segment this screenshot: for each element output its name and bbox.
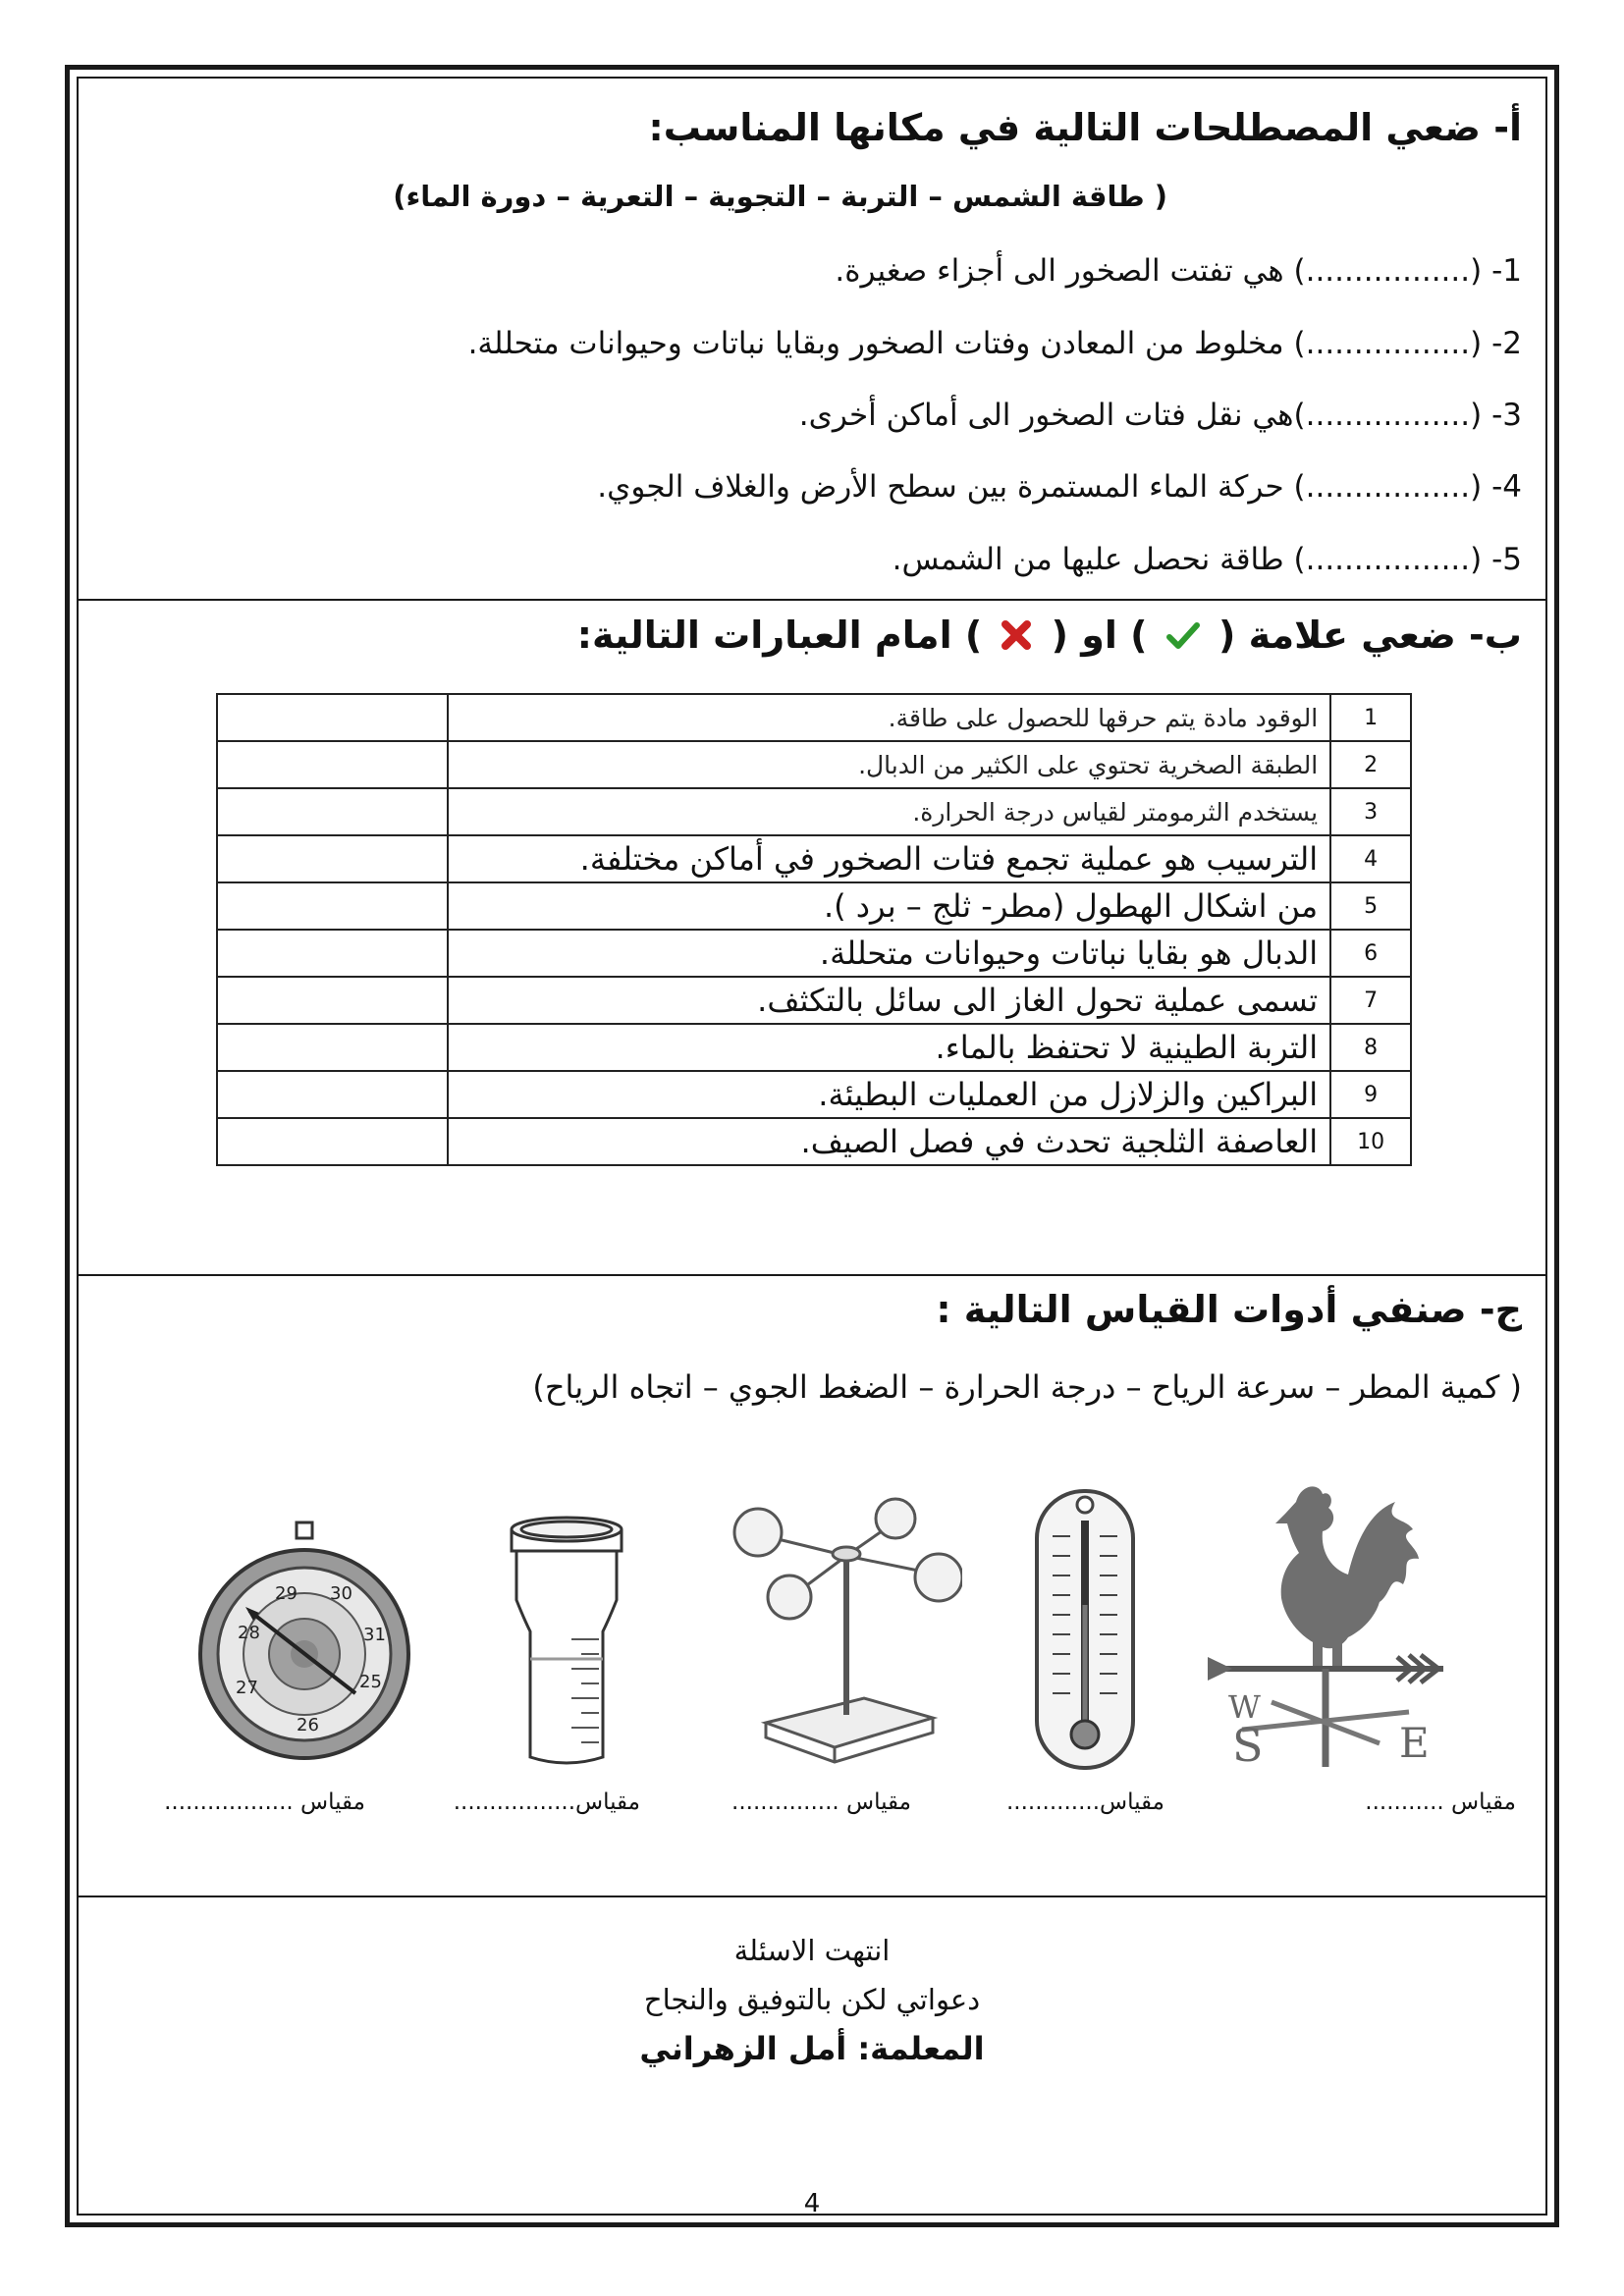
section-b-heading: [577, 614, 1522, 660]
section-a-terms: ( طاقة الشمس – التربة – التجوية – التعرية – دورة الماء): [393, 180, 1167, 213]
row-number: 3: [1330, 788, 1411, 835]
row-number: 2: [1330, 741, 1411, 788]
section-b-heading-part1: ب- ضعي علامة (: [1218, 614, 1522, 657]
page-number: 4: [803, 2189, 821, 2218]
question-a-2: 2- (.................) مخلوط من المعادن وفتات الصخور وبقايا نباتات وحيوانات متحللة.: [467, 326, 1522, 361]
label-rain-gauge: مقياس.................: [453, 1789, 640, 1815]
section-b-heading-part2: ) او (: [1051, 614, 1148, 657]
section-c-heading: ج- صنفي أدوات القياس التالية :: [936, 1288, 1522, 1331]
statement-text: يستخدم الثرمومتر لقياس درجة الحرارة.: [448, 788, 1330, 835]
statement-text: تسمى عملية تحول الغاز الى سائل بالتكثف.: [448, 977, 1330, 1024]
row-number: 4: [1330, 835, 1411, 882]
section-divider: [79, 1274, 1545, 1276]
barometer-tick-29: 29: [275, 1583, 298, 1604]
statement-text: الدبال هو بقايا نباتات وحيوانات متحللة.: [448, 930, 1330, 977]
row-number: 8: [1330, 1024, 1411, 1071]
answer-cell[interactable]: [217, 741, 448, 788]
compass-s-letter: S: [1232, 1719, 1264, 1772]
statement-text: الطبقة الصخرية تحتوي على الكثير من الدبال.: [448, 741, 1330, 788]
answer-cell[interactable]: [217, 930, 448, 977]
row-number: 10: [1330, 1118, 1411, 1165]
statement-text: من اشكال الهطول (مطر- ثلج – برد ).: [448, 882, 1330, 930]
answer-cell[interactable]: [217, 694, 448, 741]
table-row: [217, 1024, 1411, 1071]
row-number: 1: [1330, 694, 1411, 741]
label-anemometer: مقياس ...............: [731, 1789, 911, 1815]
statement-text: البراكين والزلازل من العمليات البطيئة.: [448, 1071, 1330, 1118]
answer-cell[interactable]: [217, 882, 448, 930]
compass-w-letter: W: [1228, 1688, 1261, 1726]
cross-mark-icon: [1001, 616, 1032, 660]
barometer-tick-30: 30: [330, 1583, 352, 1604]
answer-cell[interactable]: [217, 1071, 448, 1118]
table-row: [217, 1071, 1411, 1118]
answer-cell[interactable]: [217, 1024, 448, 1071]
barometer-image: [187, 1517, 422, 1772]
statement-text: العاصفة الثلجية تحدث في فصل الصيف.: [448, 1118, 1330, 1165]
question-a-1: 1- (.................) هي تفتت الصخور الى أجزاء صغيرة.: [835, 253, 1522, 289]
wind-vane-image: [1203, 1472, 1448, 1777]
row-number: 7: [1330, 977, 1411, 1024]
statement-text: الترسيب هو عملية تجمع فتات الصخور في أماكن مختلفة.: [448, 835, 1330, 882]
statement-text: التربة الطينية لا تحتفظ بالماء.: [448, 1024, 1330, 1071]
table-row: [217, 930, 1411, 977]
barometer-tick-28: 28: [238, 1623, 260, 1643]
true-false-table: [216, 693, 1412, 1166]
barometer-tick-25: 25: [359, 1672, 382, 1692]
section-c-options: ( كمية المطر – سرعة الرياح – درجة الحرارة – الضغط الجوي – اتجاه الرياح): [532, 1368, 1522, 1406]
section-divider: [79, 599, 1545, 601]
table-row: [217, 741, 1411, 788]
answer-cell[interactable]: [217, 977, 448, 1024]
barometer-tick-31: 31: [363, 1625, 386, 1645]
table-row: [217, 1118, 1411, 1165]
row-number: 6: [1330, 930, 1411, 977]
answer-cell[interactable]: [217, 1118, 448, 1165]
question-a-5: 5- (.................) طاقة نحصل عليها من الشمس.: [892, 542, 1522, 577]
table-row: [217, 882, 1411, 930]
answer-cell[interactable]: [217, 835, 448, 882]
barometer-tick-27: 27: [236, 1678, 258, 1698]
check-mark-icon: [1166, 616, 1200, 660]
table-row: [217, 977, 1411, 1024]
question-a-3: 3- (.................)هي نقل فتات الصخور الى أماكن أخرى.: [798, 398, 1522, 433]
rain-gauge-image: [503, 1512, 630, 1772]
question-a-4: 4- (.................) حركة الماء المستمرة بين سطح الأرض والغلاف الجوي.: [597, 469, 1522, 505]
section-divider: [79, 1896, 1545, 1897]
section-a-heading: أ- ضعي المصطلحات التالية في مكانها المناسب:: [648, 106, 1522, 149]
label-thermometer: مقياس.............: [1005, 1789, 1164, 1815]
answer-cell[interactable]: [217, 788, 448, 835]
label-wind-vane: مقياس ...........: [1365, 1789, 1516, 1815]
label-barometer: مقياس ..................: [164, 1789, 365, 1815]
thermometer-image: [1031, 1477, 1139, 1772]
closing-line-2: دعواتي لكن بالتوفيق والنجاح: [643, 1983, 981, 2016]
row-number: 9: [1330, 1071, 1411, 1118]
closing-line-1: انتهت الاسئلة: [733, 1934, 891, 1967]
teacher-name: المعلمة: أمل الزهراني: [639, 2030, 985, 2067]
row-number: 5: [1330, 882, 1411, 930]
anemometer-image: [727, 1497, 962, 1772]
table-row: [217, 788, 1411, 835]
barometer-tick-26: 26: [297, 1715, 319, 1735]
section-b-heading-part3: ) امام العبارات التالية:: [576, 614, 983, 657]
table-row: [217, 694, 1411, 741]
compass-e-letter: E: [1399, 1719, 1430, 1767]
table-row: [217, 835, 1411, 882]
statement-text: الوقود مادة يتم حرقها للحصول على طاقة.: [448, 694, 1330, 741]
